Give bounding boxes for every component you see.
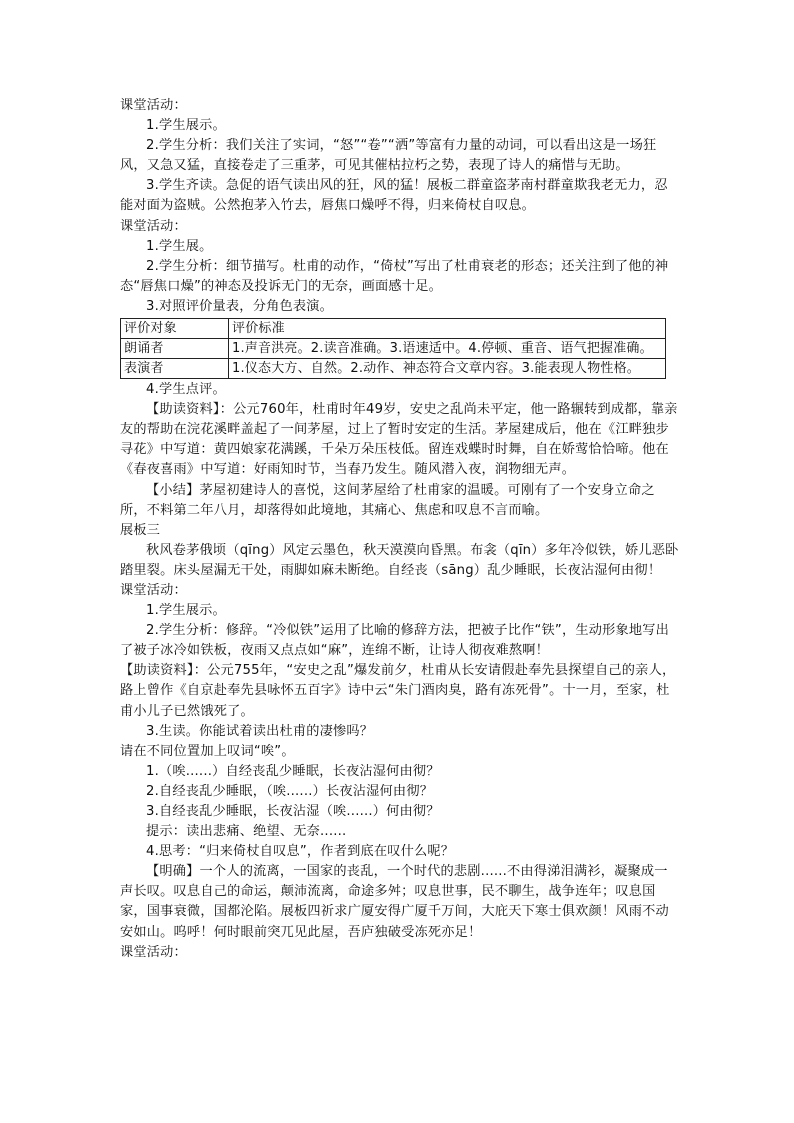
evaluation-table [120,318,666,379]
summary: 【小结】茅屋初建诗人的喜悦，这间茅屋给了杜甫家的温暖。可刚有了一个安身立命之所，不料第二年八月，却落得如此境地，其痛心、焦虑和叹息不言而喻。 [120,482,655,518]
list-item: 2.自经丧乱少睡眠，（唉......）长夜沾湿何由彻？ [146,783,434,799]
document-body [120,96,680,963]
paragraph: 2.学生分析：细节描写。杜甫的动作，“倚杖”写出了杜甫衰老的形态；还关注到了他的神态“唇焦口燥”的神态及投诉无门的无奈，画面感十足。 [120,258,669,294]
table-row [121,359,666,379]
section-heading: 展板三 [120,522,161,538]
section-heading: 课堂活动： [120,944,187,960]
table-row [121,339,666,359]
paragraph: 1.学生展示。 [146,118,226,134]
paragraph: 3.对照评价量表，分角色表演。 [146,298,334,314]
table-cell: 1.仪态大方、自然。2.动作、神态符合文章内容。3.能表现人物性格。 [229,359,666,379]
reading-material: 【助读资料】：公元755年，“安史之乱”爆发前夕，杜甫从长安请假赴奉先县探望自己的亲人，路上曾作《自京赴奉先县咏怀五百字》诗中云“朱门酒肉臭，路有冻死骨”。十一月，至家，杜甫小儿子已然饿死了。 [120,663,676,719]
paragraph: 2.学生分析：我们关注了实词，“怒”“卷”“洒”等富有力量的动词，可以看出这是一场狂风，又急又猛，直接卷走了三重茅，可见其催枯拉朽之势，表现了诗人的痛惜与无助。 [120,138,657,174]
section-heading: 课堂活动： [120,98,187,113]
reading-material: 【助读资料】：公元760年，杜甫时年49岁，安史之乱尚未平定，他一路辗转到成都，靠亲友的帮助在浣花溪畔盖起了一间茅屋，过上了暂时安定的生活。茅屋建成后，他在《江畔独步寻花》中写道：黄四娘家花满蹊，千朵万朵压枝低。留连戏蝶时时舞，自在娇莺恰恰啼。他在《春夜喜雨》中写道：好雨知时节，当春乃发生。随风潜入夜，润物细无声。 [120,402,678,478]
section-heading: 课堂活动： [120,218,187,234]
list-item: 1.（唉......）自经丧乱少睡眠，长夜沾湿何由彻？ [146,763,440,779]
paragraph: 4.思考：“归来倚杖自叹息”，作者到底在叹什么呢？ [146,844,455,860]
conclusion: 【明确】一个人的流离，一国家的丧乱，一个时代的悲剧......不由得涕泪满衫，凝聚成一声长叹。叹息自己的命运，颠沛流离，命途多舛；叹息世事，民不聊生，战争连年；叹息国家，国事衰微，国都沦陷。展板四祈求广厦安得广厦千万间，大庇天下寒士俱欢颜！风雨不动安如山。呜呼！何时眼前突兀见此屋，吾庐独破受冻死亦足！ [120,864,669,940]
paragraph: 2.学生分析：修辞。“冷似铁”运用了比喻的修辞方法，把被子比作“铁”，生动形象地写出了被子冰冷如铁板，夜雨又点点如“麻”，连绵不断，让诗人彻夜难熬啊！ [120,623,670,659]
table-header-row [121,319,666,339]
table-cell: 1.声音洪亮。2.读音准确。3.语速适中。4.停顿、重音、语气把握准确。 [229,339,666,359]
paragraph: 1.学生展示。 [146,603,226,619]
poem-excerpt: 秋风卷茅俄顷（qīng）风定云墨色，秋天漠漠向昏黑。布衾（qīn）多年冷似铁，娇儿恶卧踏里裂。床头屋漏无干处，雨脚如麻未断绝。自经丧（sāng）乱少睡眠，长夜沾湿何由彻！ [120,542,679,578]
table-cell: 表演者 [121,359,229,379]
table-cell: 朗诵者 [121,339,229,359]
paragraph: 请在不同位置加上叹词“唉”。 [120,743,295,759]
table-header-cell: 评价标准 [229,319,666,339]
paragraph: 1.学生展。 [146,238,213,254]
section-heading: 课堂活动： [120,582,187,598]
paragraph: 4.学生点评。 [146,382,226,398]
paragraph: 3.学生齐读。急促的语气读出风的狂，风的猛！展板二群童盗茅南村群童欺我老无力，忍能对面为盗贼。公然抱茅入竹去，唇焦口燥呼不得，归来倚杖自叹息。 [120,178,668,214]
list-item: 3.自经丧乱少睡眠，长夜沾湿（唉......）何由彻？ [146,804,440,819]
paragraph: 3.生读。你能试着读出杜甫的凄惨吗？ [146,723,374,739]
table-header-cell: 评价对象 [121,319,229,339]
hint: 提示：读出悲痛、绝望、无奈...... [146,824,347,840]
